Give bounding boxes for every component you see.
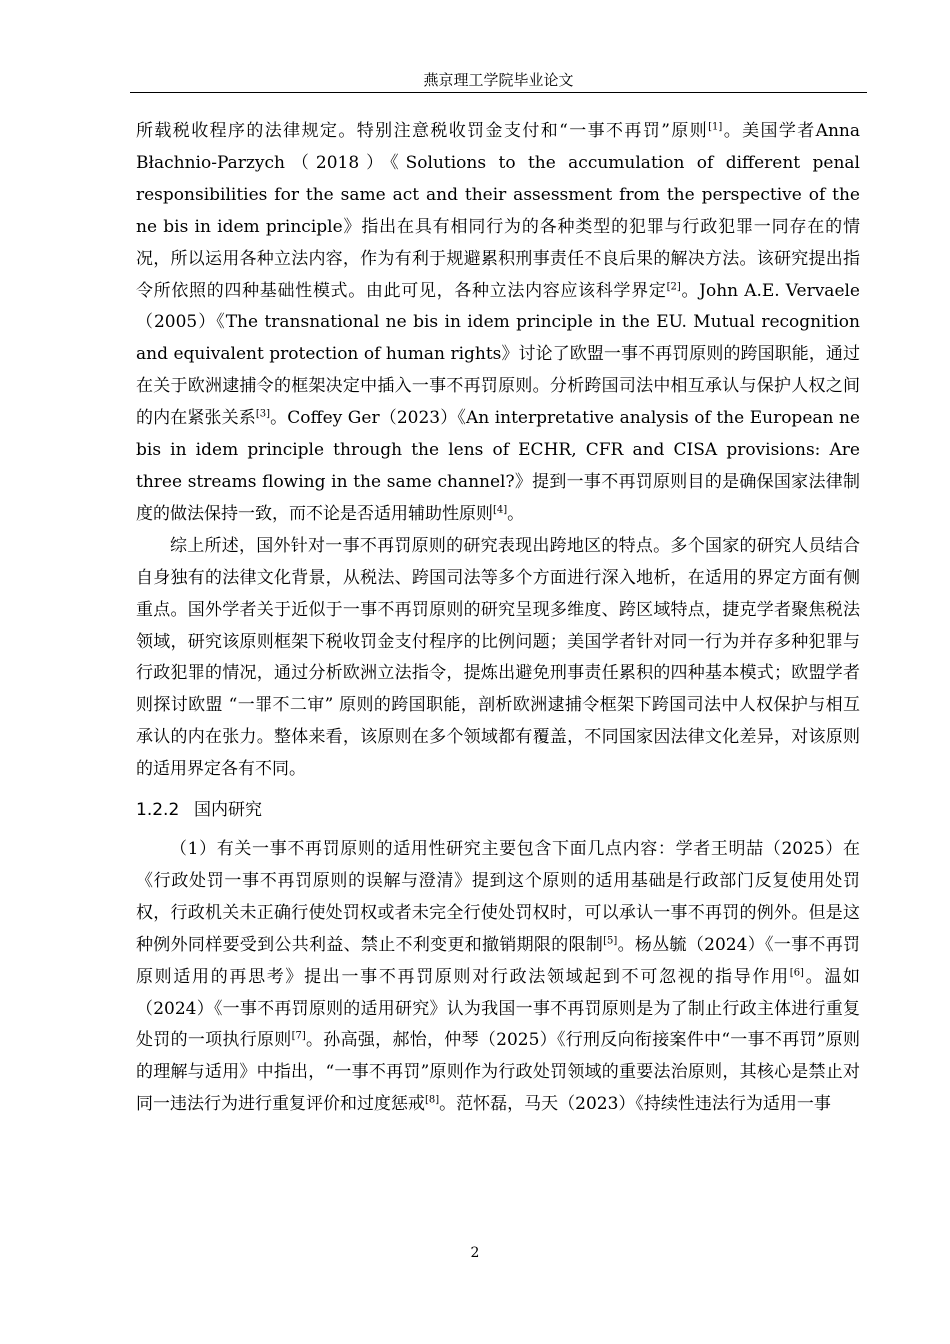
section-number: 1.2.2 — [136, 800, 180, 821]
text-segment: 。John A.E. Vervaele（2005）《The transnational ne bis in idem principle in the EU. Mutual recognition and equivalent protection of human rights》讨论了欧盟一事不再罚原则的跨国职能，通过在关于欧洲逮捕令的框架决定中插入一事不再罚原则。分析跨国司法中相互承认与保护人权之间的内在紧张关系 — [136, 280, 860, 429]
citation-3: [3] — [255, 408, 271, 420]
text-segment: 。Coffey Ger（2023）《An interpretative analysis of the European ne bis in idem principle through the lens of ECHR, CFR and CISA provisions: Are three streams flowing in the same channel?》提到一事不再罚原则目的是确保国家法律制度的做法保持一致，而不论是否适用辅助性原则 — [136, 408, 860, 524]
header-divider — [130, 92, 867, 93]
page-number: 2 — [470, 1245, 480, 1261]
citation-5: [5] — [603, 935, 618, 947]
citation-1: [1] — [708, 121, 723, 133]
text-segment: 。温如（2024）《一事不再罚原则的适用研究》认为我国一事不再罚原则是为了制止行政主体进行重复处罚的一项执行原则 — [136, 966, 861, 1051]
text-segment: 。杨丛毓（2024）《一事不再罚原则适用的再思考》提出一事不再罚原则对行政法领域起到不可忽视的指导作用 — [136, 934, 861, 987]
paragraph-foreign-studies-continued — [136, 116, 860, 531]
page-header — [130, 70, 867, 90]
text-segment: 。范怀磊，马天（2023）《持续性违法行为适用一事 — [439, 1094, 831, 1115]
text-segment: 。 — [507, 503, 525, 524]
document-body — [136, 116, 860, 1121]
citation-4: [4] — [493, 504, 508, 516]
header-title: 燕京理工学院毕业论文 — [423, 71, 574, 89]
citation-6: [6] — [789, 967, 804, 978]
text-segment: 所载税收程序的法律规定。特别注意税收罚金支付和“一事不再罚”原则 — [136, 121, 709, 141]
paragraph-summary: 综上所述，国外针对一事不再罚原则的研究表现出跨地区的特点。多个国家的研究人员结合自身独有的法律文化背景，从税法、跨国司法等多个方面进行深入地析，在适用的界定方面有侧重点。国外学者关于近似于一事不再罚原则的研究呈现多维度、跨区域特点，捷克学者聚焦税法领域，研究该原则框架下税收罚金支付程序的比例问题；美国学者针对同一行为并存多种犯罪与行政犯罪的情况，通过分析欧洲立法指令，提炼出避免刑事责任累积的四种基本模式；欧盟学者则探讨欧盟 “一罪不二审” 原则的跨国职能，剖析欧洲逮捕令框架下跨国司法中人权保护与相互承认的内在张力。整体来看，该原则在多个领域都有覆盖，不同国家因法律文化差异，对该原则的适用界定各有不同。 — [136, 535, 860, 780]
paragraph-domestic-studies — [136, 834, 860, 1121]
citation-7: [7] — [291, 1030, 306, 1042]
citation-2: [2] — [666, 280, 681, 292]
citation-8: [8] — [425, 1094, 440, 1106]
text-segment: 。孙高强，郝怡，仲琴（2025）《行刑反向衔接案件中“一事不再罚”原则的理解与适用》中指出，“一事不再罚”原则作为行政处罚领域的重要法治原则，其核心是禁止对同一违法行为进行重复评价和过度惩戒 — [136, 1030, 860, 1115]
section-heading — [136, 796, 860, 824]
section-title: 国内研究 — [194, 800, 262, 821]
text-segment: 。美国学者Anna Błachnio-Parzych（2018）《Solutions to the accumulation of different penal responsibilities for the same act and their assessment from the perspective of the ne bis in idem principle》指出在具有相同行为的各种类型的犯罪与行政犯罪一同存在的情况，所以运用各种立法内容，作为有利于规避累积刑事责任不良后果的解决方法。该研究提出指令所依照的四种基础性模式。由此可见，各种立法内容应该科学界定 — [136, 121, 860, 301]
text-segment: （1）有关一事不再罚原则的适用性研究主要包含下面几点内容：学者王明喆（2025）在《行政处罚一事不再罚原则的误解与澄清》提到这个原则的适用基础是行政部门反复使用处罚权，行政机关未正确行使处罚权或者未完全行使处罚权时，可以承认一事不再罚的例外。但是这种例外同样要受到公共利益、禁止不利变更和撤销期限的限制 — [136, 839, 860, 955]
